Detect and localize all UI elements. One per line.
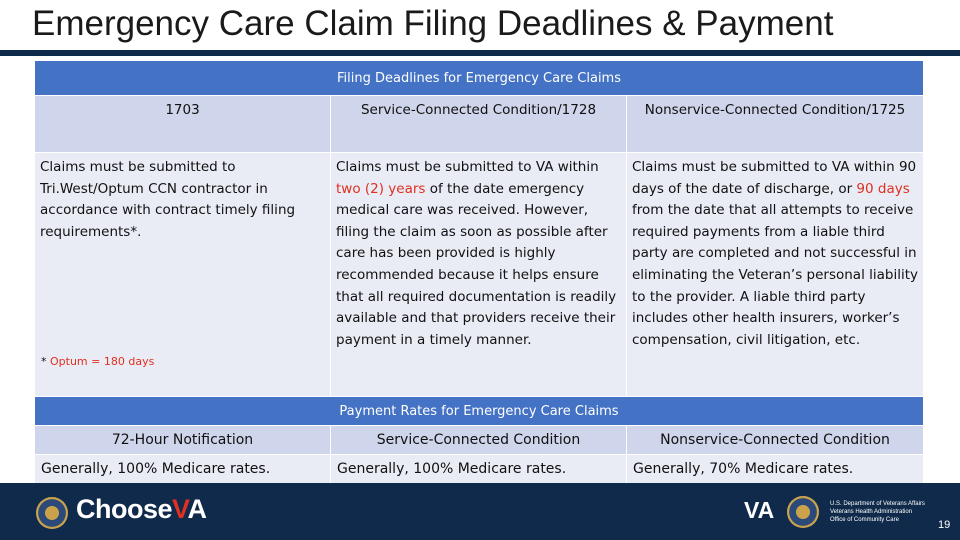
choose-va-v: V	[172, 494, 188, 524]
va-seal-icon	[36, 497, 68, 529]
deadline-text-nsc-post: from the date that all attempts to receive required payments from a liable third party are completed and not successful in eliminating the Veteran’s personal liability to the provider. A liable third party includes other health insurers, worker’s compensation, civil litigation, etc.	[632, 202, 918, 348]
column-header-72-hour: 72-Hour Notification	[35, 426, 331, 455]
footnote-optum: Optum = 180 days	[50, 355, 155, 369]
deadline-text-sc-pre: Claims must be submitted to VA within	[336, 159, 599, 175]
deadline-text-1703: Claims must be submitted to Tri.West/Optum CCN contractor in accordance with contract timely filing requirements*.	[40, 159, 296, 240]
payment-rates-table	[34, 396, 924, 484]
va-seal-icon	[787, 496, 819, 528]
footnote-star: *	[41, 355, 50, 369]
title-bar	[0, 0, 960, 50]
cell-nonservice-connected-deadline	[627, 153, 924, 398]
deadline-text-nsc-highlight: 90 days	[856, 180, 910, 197]
payment-rates-banner: Payment Rates for Emergency Care Claims	[35, 397, 924, 426]
rate-72-hour: Generally, 100% Medicare rates.	[35, 455, 331, 484]
deadline-text-sc-highlight: two (2) years	[336, 180, 426, 197]
choose-va-prefix: Choose	[76, 494, 173, 524]
choose-va-a: A	[187, 494, 207, 524]
page-title: Emergency Care Claim Filing Deadlines & Payment	[32, 4, 834, 43]
cell-service-connected-deadline	[331, 153, 627, 398]
column-header-service-connected: Service-Connected Condition/1728	[331, 96, 627, 153]
optum-footnote	[41, 351, 154, 373]
va-dept-line-1: U.S. Department of Veterans Affairs	[830, 501, 925, 507]
filing-deadlines-table	[34, 60, 924, 398]
rate-nonservice-connected: Generally, 70% Medicare rates.	[627, 455, 924, 484]
va-department-text	[830, 500, 940, 524]
va-wordmark: VA	[744, 497, 775, 523]
column-header-nonservice-connected-rate: Nonservice-Connected Condition	[627, 426, 924, 455]
choose-va-logo	[76, 494, 207, 525]
va-dept-line-3: Office of Community Care	[830, 517, 899, 523]
column-header-service-connected-rate: Service-Connected Condition	[331, 426, 627, 455]
rate-service-connected: Generally, 100% Medicare rates.	[331, 455, 627, 484]
column-header-1703: 1703	[35, 96, 331, 153]
deadline-text-nsc-pre: Claims must be submitted to VA within 90 days of the date of discharge, or	[632, 159, 917, 197]
cell-1703-deadline	[35, 153, 331, 398]
va-dept-line-2: Veterans Health Administration	[830, 509, 913, 515]
page-number: 19	[938, 519, 951, 531]
footer-bar	[0, 483, 960, 540]
deadline-text-sc-post: of the date emergency medical care was received. However, filing the claim as soon as possible after care has been provided is highly recommended because it helps ensure that all required documentation is readily available and that providers receive their payment in a timely manner.	[336, 180, 617, 348]
column-header-nonservice-connected: Nonservice-Connected Condition/1725	[627, 96, 924, 153]
title-divider	[0, 50, 960, 56]
filing-deadlines-banner: Filing Deadlines for Emergency Care Claims	[35, 61, 924, 96]
